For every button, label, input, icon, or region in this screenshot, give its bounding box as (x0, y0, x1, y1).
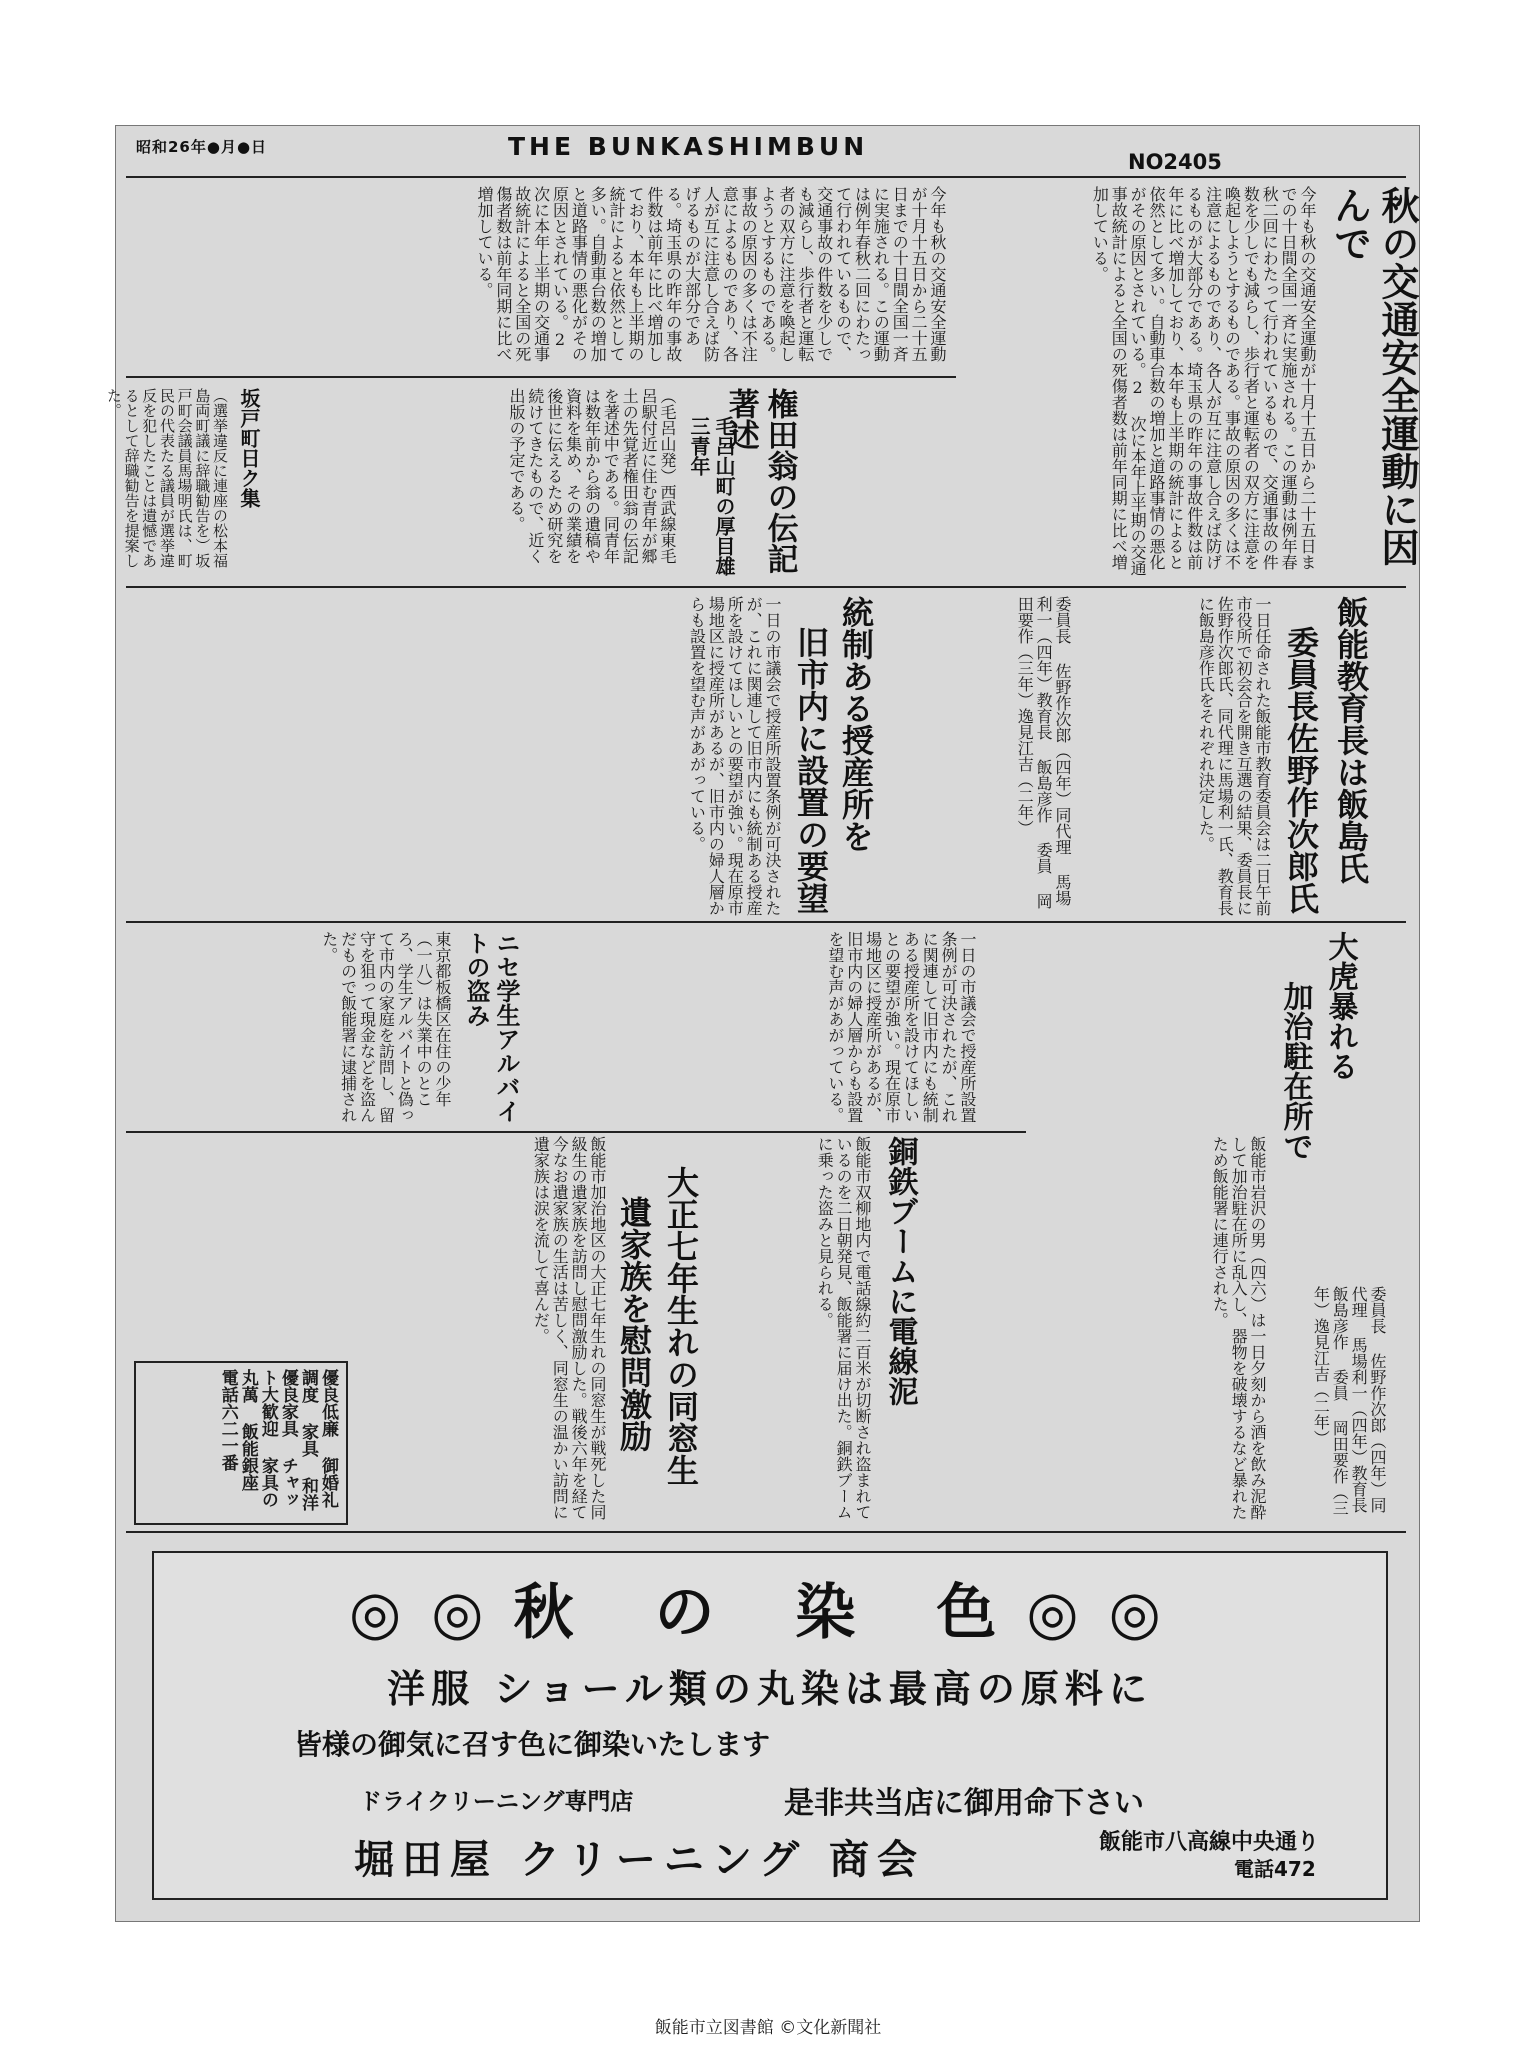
board-headline: 飯能教育長は飯島氏 (1332, 596, 1370, 884)
board-body: 一日任命された飯能市教育委員会は二日午前市役所で初会合を開き互選の結果、委員長に佐野作次郎氏、同代理に馬場利一氏、教育長に飯島彦作氏をそれぞれ決定した。 (1196, 596, 1272, 916)
footer-credit: 飯能市立図書館 ©文化新聞社 (654, 2018, 882, 2038)
tiger-subhead: 加治駐在所で (1277, 981, 1313, 1161)
trade-headline: 統制ある授産所を (837, 596, 875, 852)
kenda-subhead: 毛呂山町の厚目雄三青年 (687, 416, 736, 576)
ad-line-fabric: 洋服 ショール類の丸染は最高の原料に (387, 1667, 1153, 1711)
newspaper-page (104, 125, 1420, 1922)
taisho-headline: 大正七年生れの同窓生 (662, 1166, 700, 1486)
ad-line-dryclean: ドライクリーニング専門店 (359, 1789, 634, 1815)
masthead-rule (126, 176, 1406, 178)
masthead-date: 昭和26年●月●日 (136, 138, 268, 156)
trade-body-continued: 一日の市議会で授産所設置条例が可決されたが、これに関連して旧市内にも統制ある授産所を設けてほしいとの要望が強い。現在原市場地区に授産所があるが、旧市内の婦人層からも設置を望む声があがっている。 (825, 931, 977, 1123)
traffic-body-continued: 今年も秋の交通安全運動が十月十五日から二十五日までの十日間全国一斉に実施される。この運動は例年春秋二回にわたって行われているもので、交通事故の件数を少しでも減らし、歩行者と運転者の双方に注意を喚起しようとするものである。事故の原因の多くは不注意によるものであり、各人が互に注意し合えば防げるものが大部分である。埼玉県の昨年の事故件数は前年に比べ増加しており、本年も上半期の統計によると依然として多い。自動車台数の増加と道路事情の悪化がその原因とされている。2 次に本年上半期の交通事故統計によると全国の死傷者数は前年同期に比べ増加している。 (475, 186, 947, 362)
tiger-body: 飯能市岩沢の男（四六）は一日夕刻から酒を飲み泥酔して加治駐在所に乱入し、器物を破壊するなど暴れたため飯能署に連行された。 (1210, 1136, 1267, 1520)
taisho-body: 飯能市加治地区の大正七年生れの同窓生が戦死した同級生の遺家族を訪問し慰問激励した。戦後六年を経て今なお遺家族の生活は苦しく、同窓生の温かい訪問に遺家族は涙を流して喜んだ。 (531, 1136, 607, 1520)
trade-body: 一日の市議会で授産所設置条例が可決されたが、これに関連して旧市内にも統制ある授産所を設けてほしいとの要望が強い。現在原市場地区に授産所があるが、旧市内の婦人層からも設置を望む声があがっている。 (687, 596, 782, 916)
traffic-headline: 秋の交通安全運動に因んで (1327, 186, 1420, 566)
furniture-ad-text: 優良低廉 御婚礼調度 家具 和洋優良家具 チャット大歓迎 家具の丸萬 飯能銀座 電話六二一番 (217, 1369, 338, 1511)
board-subhead: 委員長佐野作次郎氏 (1282, 626, 1320, 914)
masthead (116, 126, 1419, 174)
board-members: 委員長 佐野作次郎（四年）同代理 馬場利一（四年）教育長 飯島彦作 委員 岡田要作（三年）逸見江吉（二年） (1015, 596, 1072, 909)
furniture-ad (134, 1361, 348, 1525)
board-body-continued: 委員長 佐野作次郎（四年）同代理 馬場利一（四年）教育長 飯島彦作 委員 岡田要作（三年）逸見江吉（二年） (1311, 1286, 1387, 1516)
arbeit-headline: ニセ学生アルバイトの盗み (462, 931, 521, 1123)
section-rule (126, 1531, 1406, 1533)
ad-title: ◎◎秋 の 染 色◎◎ (348, 1578, 1192, 1648)
section-rule (126, 376, 956, 378)
arbeit-body: 東京都板橋区在住の少年（一八）は失業中のところ、学生アルバイトと偽って市内の家庭を訪問し、留守を狙って現金などを盗んだもので飯能署に逮捕された。 (319, 931, 452, 1123)
ad-line-request: 是非共当店に御用命下さい (784, 1786, 1144, 1821)
section-rule (126, 1131, 1026, 1133)
traffic-body: 今年も秋の交通安全運動が十月十五日から二十五日までの十日間全国一斉に実施される。この運動は例年春秋二回にわたって行われているもので、交通事故の件数を少しでも減らし、歩行者と運転者の双方に注意を喚起しようとするものである。事故の原因の多くは不注意によるものであり、各人が互に注意し合えば防げるものが大部分である。埼玉県の昨年の事故件数は前年に比べ増加しており、本年も上半期の統計によると依然として多い。自動車台数の増加と道路事情の悪化がその原因とされている。2 次に本年上半期の交通事故統計によると全国の死傷者数は前年同期に比べ増加している。 (1090, 186, 1317, 576)
ad-address: 飯能市八高線中央通り (1099, 1830, 1320, 1855)
tiger-headline: 大虎暴れる (1322, 931, 1358, 1081)
copper-body: 飯能市双柳地内で電話線約二百米が切断され盗まれているのを二日朝発見、飯能署に届け出た。銅鉄ブームに乗った盗みと見られる。 (815, 1136, 872, 1520)
sakado-body: （選挙違反に連座の松本福島両町議に辞職勧告を）坂戸町会議員馬場明氏は、町民の代表たる議員が選挙違反を犯したことは遺憾であるとして辞職勧告を提案した。 (104, 388, 229, 568)
ad-line-colors: 皆様の御気に召す色に御染いたします (294, 1728, 771, 1761)
masthead-title: THE BUNKASHIMBUN (508, 132, 869, 161)
trade-subhead: 旧市内に設置の要望 (792, 626, 830, 914)
kenda-headline: 権田翁の伝記著述 (722, 388, 798, 574)
cleaning-ad (152, 1551, 1388, 1900)
kenda-body: （毛呂山発）西武線東毛呂駅付近に住む青年が郷土の先覚者権田翁の伝記を著述中である。同青年は数年前から翁の遺稿や資料を集め、その業績を後世に伝えるため研究を続けてきたもので、近く出版の予定である。 (507, 388, 677, 564)
ad-phone: 電話472 (1234, 1857, 1316, 1881)
copper-headline: 銅鉄ブームに電線泥 (882, 1136, 918, 1406)
issue-number: NO2405 (1128, 150, 1222, 174)
taisho-subhead: 遺家族を慰問激励 (615, 1196, 653, 1452)
ad-shop-name: 堀田屋 クリーニング 商会 (354, 1837, 926, 1883)
section-rule (126, 921, 1406, 923)
sakado-headline: 坂戸町日ク集 (237, 388, 261, 508)
